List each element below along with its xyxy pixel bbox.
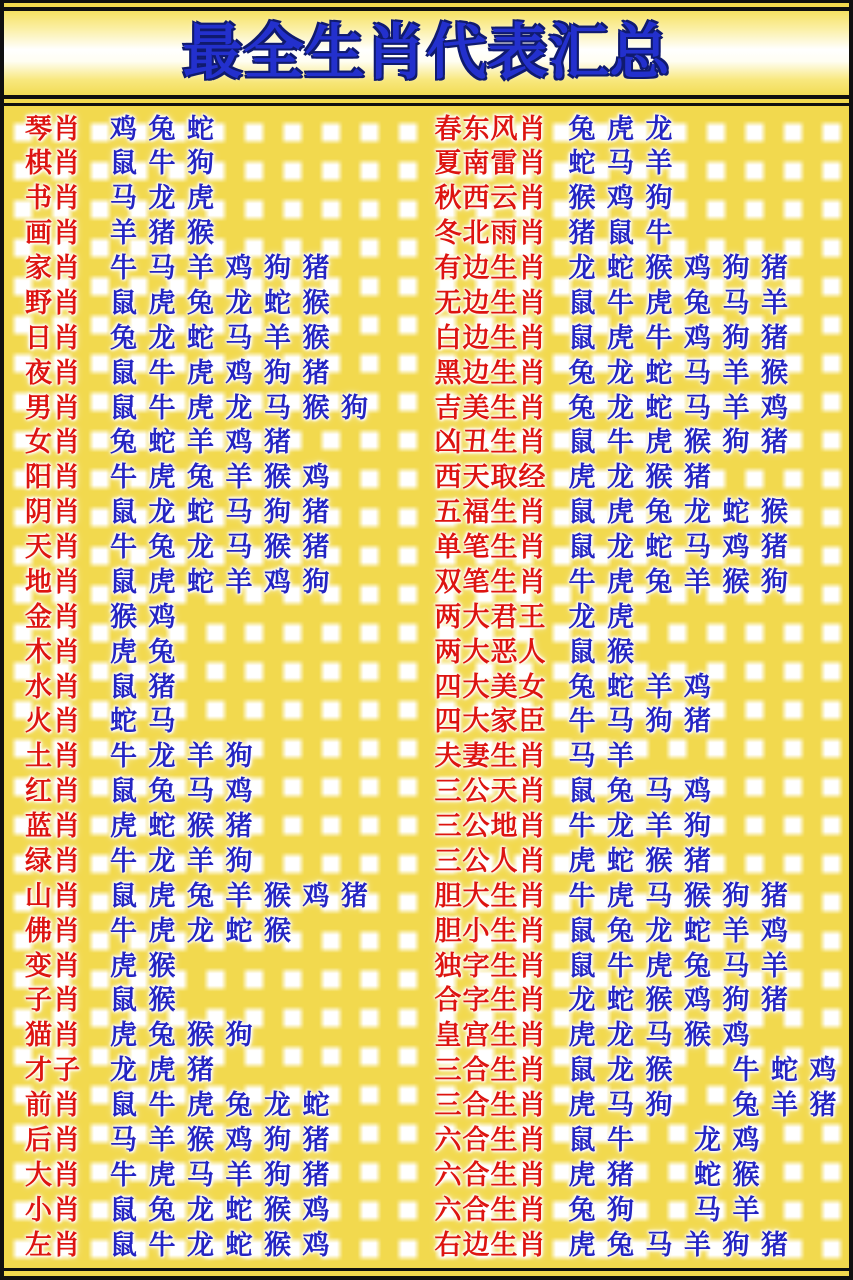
zodiac-row bbox=[435, 914, 850, 948]
zodiac-row bbox=[435, 147, 850, 181]
zodiac-values: 龙 虎 猪 bbox=[110, 1055, 217, 1086]
zodiac-values: 龙 虎 bbox=[568, 601, 637, 632]
zodiac-category-label: 木肖 bbox=[25, 636, 81, 667]
zodiac-values: 虎 兔 马 羊 狗 猪 bbox=[568, 1229, 791, 1260]
zodiac-values: 鼠 牛 龙 蛇 猴 鸡 bbox=[110, 1229, 332, 1260]
zodiac-row bbox=[25, 705, 427, 739]
zodiac-row bbox=[435, 1054, 850, 1088]
zodiac-row bbox=[435, 112, 850, 146]
zodiac-category-label: 书肖 bbox=[25, 183, 81, 214]
zodiac-category-label: 阴肖 bbox=[25, 497, 81, 528]
zodiac-category-label: 黑边生肖 bbox=[434, 357, 547, 388]
zodiac-row bbox=[435, 461, 850, 495]
title-banner bbox=[4, 7, 849, 99]
zodiac-category-label: 春东风肖 bbox=[434, 113, 547, 144]
zodiac-values: 鼠 猪 bbox=[110, 671, 178, 702]
zodiac-category-label: 吉美生肖 bbox=[434, 392, 547, 423]
content-area bbox=[4, 106, 849, 1268]
zodiac-row bbox=[25, 565, 427, 599]
zodiac-category-label: 白边生肖 bbox=[434, 322, 547, 353]
zodiac-row bbox=[25, 286, 427, 320]
zodiac-row bbox=[435, 600, 850, 634]
zodiac-category-label: 三合生肖 bbox=[434, 1090, 547, 1120]
zodiac-category-label: 独字生肖 bbox=[434, 950, 547, 981]
zodiac-category-label: 夏南雷肖 bbox=[434, 148, 547, 179]
zodiac-category-label: 土肖 bbox=[25, 741, 81, 772]
zodiac-category-label: 水肖 bbox=[25, 671, 81, 702]
zodiac-category-label: 天肖 bbox=[25, 532, 81, 562]
zodiac-row bbox=[25, 147, 427, 181]
zodiac-category-label: 皇宫生肖 bbox=[434, 1020, 547, 1051]
zodiac-row bbox=[435, 1158, 850, 1192]
zodiac-row bbox=[435, 496, 850, 530]
zodiac-category-label: 凶丑生肖 bbox=[434, 427, 547, 458]
zodiac-row bbox=[25, 914, 427, 948]
zodiac-values: 蛇 马 羊 bbox=[568, 148, 675, 179]
zodiac-row bbox=[435, 670, 850, 704]
column-right bbox=[427, 112, 850, 1262]
zodiac-row bbox=[25, 775, 427, 809]
zodiac-category-label: 五福生肖 bbox=[434, 497, 547, 528]
zodiac-category-label: 有边生肖 bbox=[434, 253, 547, 283]
zodiac-row bbox=[435, 879, 850, 913]
zodiac-values: 牛 兔 龙 马 猴 猪 bbox=[110, 532, 332, 562]
zodiac-category-label: 六合生肖 bbox=[434, 1124, 547, 1155]
zodiac-values: 鼠 牛 狗 bbox=[110, 148, 217, 179]
zodiac-values: 虎 马 狗 兔 羊 猪 bbox=[568, 1090, 839, 1120]
zodiac-row bbox=[25, 879, 427, 913]
zodiac-values: 牛 龙 羊 狗 bbox=[110, 845, 255, 876]
zodiac-category-label: 绿肖 bbox=[25, 845, 81, 876]
zodiac-values: 兔 龙 蛇 马 羊 猴 bbox=[110, 322, 332, 353]
zodiac-values: 鼠 虎 兔 龙 蛇 猴 bbox=[568, 497, 791, 528]
zodiac-category-label: 秋西云肖 bbox=[434, 183, 547, 214]
zodiac-category-label: 琴肖 bbox=[25, 113, 81, 144]
zodiac-category-label: 四大家臣 bbox=[434, 706, 547, 737]
zodiac-values: 虎 蛇 猴 猪 bbox=[568, 845, 714, 876]
zodiac-category-label: 小肖 bbox=[25, 1194, 81, 1225]
zodiac-values: 虎 兔 bbox=[110, 636, 178, 667]
zodiac-values: 鼠 兔 龙 蛇 猴 鸡 bbox=[110, 1194, 332, 1225]
zodiac-values: 虎 兔 猴 狗 bbox=[110, 1020, 255, 1051]
zodiac-category-label: 左肖 bbox=[25, 1229, 81, 1260]
zodiac-category-label: 地肖 bbox=[25, 566, 81, 597]
zodiac-row bbox=[25, 1019, 427, 1053]
zodiac-category-label: 三合生肖 bbox=[434, 1055, 547, 1086]
zodiac-values: 牛 马 羊 鸡 狗 猪 bbox=[110, 253, 332, 283]
zodiac-values: 鼠 龙 蛇 马 狗 猪 bbox=[110, 497, 332, 528]
zodiac-category-label: 子肖 bbox=[25, 985, 81, 1016]
zodiac-values: 牛 虎 马 羊 狗 猪 bbox=[110, 1159, 332, 1190]
zodiac-category-label: 冬北雨肖 bbox=[434, 218, 547, 249]
bottom-divider bbox=[4, 1268, 849, 1271]
zodiac-category-label: 三公地肖 bbox=[434, 811, 547, 841]
zodiac-values: 鼠 龙 猴 牛 蛇 鸡 bbox=[568, 1055, 839, 1086]
zodiac-row bbox=[25, 670, 427, 704]
zodiac-category-label: 男肖 bbox=[25, 392, 81, 423]
zodiac-row bbox=[435, 844, 850, 878]
zodiac-values: 虎 蛇 猴 猪 bbox=[110, 811, 255, 841]
zodiac-values: 鼠 虎 蛇 羊 鸡 狗 bbox=[110, 566, 332, 597]
zodiac-row bbox=[435, 740, 850, 774]
zodiac-category-label: 六合生肖 bbox=[434, 1194, 547, 1225]
zodiac-values: 马 羊 猴 鸡 狗 猪 bbox=[110, 1124, 332, 1155]
zodiac-values: 虎 猴 bbox=[110, 950, 178, 981]
zodiac-values: 牛 虎 龙 蛇 猴 bbox=[110, 915, 294, 946]
zodiac-values: 鼠 牛 虎 龙 马 猴 狗 bbox=[110, 392, 371, 423]
zodiac-values: 猴 鸡 狗 bbox=[568, 183, 675, 214]
zodiac-values: 牛 虎 马 猴 狗 猪 bbox=[568, 880, 791, 911]
zodiac-row bbox=[435, 984, 850, 1018]
zodiac-values: 鼠 牛 虎 猴 狗 猪 bbox=[568, 427, 791, 458]
zodiac-values: 鼠 牛 虎 兔 马 羊 bbox=[568, 287, 791, 318]
zodiac-values: 鼠 兔 马 鸡 bbox=[568, 776, 714, 807]
zodiac-category-label: 夜肖 bbox=[25, 357, 81, 388]
zodiac-values: 鼠 虎 兔 羊 猴 鸡 猪 bbox=[110, 880, 371, 911]
zodiac-row bbox=[435, 949, 850, 983]
zodiac-category-label: 两大恶人 bbox=[434, 636, 547, 667]
zodiac-row bbox=[435, 217, 850, 251]
zodiac-category-label: 右边生肖 bbox=[434, 1229, 547, 1260]
zodiac-values: 鼠 牛 虎 鸡 狗 猪 bbox=[110, 357, 332, 388]
zodiac-row bbox=[25, 1158, 427, 1192]
zodiac-values: 虎 龙 马 猴 鸡 bbox=[568, 1020, 752, 1051]
zodiac-row bbox=[435, 391, 850, 425]
zodiac-row bbox=[25, 461, 427, 495]
zodiac-values: 鼠 虎 兔 龙 蛇 猴 bbox=[110, 287, 332, 318]
zodiac-row bbox=[435, 286, 850, 320]
zodiac-values: 牛 虎 兔 羊 猴 狗 bbox=[568, 566, 791, 597]
zodiac-category-label: 合字生肖 bbox=[434, 985, 547, 1016]
zodiac-values: 兔 蛇 羊 鸡 bbox=[568, 671, 714, 702]
zodiac-row bbox=[25, 600, 427, 634]
zodiac-row bbox=[435, 426, 850, 460]
zodiac-values: 马 龙 虎 bbox=[110, 183, 217, 214]
zodiac-row bbox=[435, 252, 850, 286]
zodiac-row bbox=[25, 531, 427, 565]
zodiac-values: 蛇 马 bbox=[110, 706, 178, 737]
zodiac-row bbox=[435, 565, 850, 599]
zodiac-values: 鼠 虎 牛 鸡 狗 猪 bbox=[568, 322, 791, 353]
zodiac-values: 羊 猪 猴 bbox=[110, 218, 217, 249]
zodiac-row bbox=[435, 705, 850, 739]
zodiac-row bbox=[435, 1193, 850, 1227]
zodiac-values: 鼠 龙 蛇 马 鸡 猪 bbox=[568, 532, 791, 562]
page-title: 最全生肖代表汇总 bbox=[182, 18, 671, 88]
zodiac-category-label: 双笔生肖 bbox=[434, 566, 547, 597]
zodiac-values: 鼠 猴 bbox=[568, 636, 637, 667]
zodiac-values: 鼠 牛 虎 兔 龙 蛇 bbox=[110, 1090, 332, 1120]
zodiac-row bbox=[25, 635, 427, 669]
zodiac-values: 牛 虎 兔 羊 猴 鸡 bbox=[110, 462, 332, 493]
zodiac-row bbox=[25, 984, 427, 1018]
zodiac-values: 兔 狗 马 羊 bbox=[568, 1194, 762, 1225]
zodiac-row bbox=[435, 775, 850, 809]
zodiac-row bbox=[25, 112, 427, 146]
zodiac-row bbox=[25, 1123, 427, 1157]
zodiac-values: 猴 鸡 bbox=[110, 601, 178, 632]
zodiac-values: 鸡 兔 蛇 bbox=[110, 113, 217, 144]
zodiac-category-label: 日肖 bbox=[25, 322, 81, 353]
zodiac-category-label: 金肖 bbox=[25, 601, 81, 632]
zodiac-row bbox=[25, 740, 427, 774]
zodiac-row bbox=[25, 217, 427, 251]
zodiac-category-label: 才子 bbox=[25, 1055, 81, 1086]
zodiac-category-label: 后肖 bbox=[25, 1124, 81, 1155]
zodiac-category-label: 胆大生肖 bbox=[434, 880, 547, 911]
zodiac-category-label: 夫妻生肖 bbox=[434, 741, 547, 772]
zodiac-row bbox=[25, 844, 427, 878]
zodiac-values: 龙 蛇 猴 鸡 狗 猪 bbox=[568, 253, 791, 283]
zodiac-category-label: 蓝肖 bbox=[25, 811, 81, 841]
zodiac-category-label: 四大美女 bbox=[434, 671, 547, 702]
zodiac-values: 兔 虎 龙 bbox=[568, 113, 675, 144]
zodiac-values: 虎 龙 猴 猪 bbox=[568, 462, 714, 493]
zodiac-values: 鼠 兔 龙 蛇 羊 鸡 bbox=[568, 915, 791, 946]
zodiac-category-label: 山肖 bbox=[25, 880, 81, 911]
zodiac-category-label: 猫肖 bbox=[25, 1020, 81, 1051]
zodiac-row bbox=[25, 1054, 427, 1088]
zodiac-category-label: 前肖 bbox=[25, 1090, 81, 1120]
zodiac-row bbox=[25, 182, 427, 216]
zodiac-values: 兔 蛇 羊 鸡 猪 bbox=[110, 427, 294, 458]
zodiac-row bbox=[25, 426, 427, 460]
zodiac-row bbox=[25, 1089, 427, 1123]
zodiac-row bbox=[435, 1019, 850, 1053]
zodiac-values: 牛 龙 羊 狗 bbox=[568, 811, 714, 841]
zodiac-row bbox=[435, 356, 850, 390]
zodiac-values: 鼠 兔 马 鸡 bbox=[110, 776, 255, 807]
zodiac-row bbox=[25, 391, 427, 425]
zodiac-row bbox=[25, 949, 427, 983]
zodiac-category-label: 无边生肖 bbox=[434, 287, 547, 318]
zodiac-category-label: 野肖 bbox=[25, 287, 81, 318]
zodiac-row bbox=[435, 321, 850, 355]
zodiac-values: 龙 蛇 猴 鸡 狗 猪 bbox=[568, 985, 791, 1016]
zodiac-values: 猪 鼠 牛 bbox=[568, 218, 675, 249]
zodiac-category-label: 变肖 bbox=[25, 950, 81, 981]
zodiac-category-label: 三公人肖 bbox=[434, 845, 547, 876]
zodiac-row bbox=[25, 1193, 427, 1227]
zodiac-category-label: 火肖 bbox=[25, 706, 81, 737]
zodiac-category-label: 佛肖 bbox=[25, 915, 81, 946]
zodiac-category-label: 大肖 bbox=[25, 1159, 81, 1190]
column-left bbox=[4, 112, 427, 1262]
zodiac-row bbox=[435, 810, 850, 844]
zodiac-category-label: 女肖 bbox=[25, 427, 81, 458]
zodiac-category-label: 单笔生肖 bbox=[434, 532, 547, 562]
zodiac-row bbox=[25, 1228, 427, 1262]
zodiac-row bbox=[25, 356, 427, 390]
zodiac-category-label: 阳肖 bbox=[25, 462, 81, 493]
zodiac-values: 鼠 牛 龙 鸡 bbox=[568, 1124, 762, 1155]
zodiac-values: 马 羊 bbox=[568, 741, 637, 772]
zodiac-row bbox=[435, 1228, 850, 1262]
zodiac-row bbox=[435, 1089, 850, 1123]
zodiac-values: 鼠 牛 虎 兔 马 羊 bbox=[568, 950, 791, 981]
zodiac-category-label: 家肖 bbox=[25, 253, 81, 283]
zodiac-category-label: 西天取经 bbox=[434, 462, 547, 493]
zodiac-row bbox=[435, 531, 850, 565]
zodiac-values: 虎 猪 蛇 猴 bbox=[568, 1159, 762, 1190]
zodiac-row bbox=[25, 252, 427, 286]
zodiac-row bbox=[435, 1123, 850, 1157]
zodiac-category-label: 三公天肖 bbox=[434, 776, 547, 807]
zodiac-values: 牛 马 狗 猪 bbox=[568, 706, 714, 737]
zodiac-values: 兔 龙 蛇 马 羊 鸡 bbox=[568, 392, 791, 423]
zodiac-category-label: 六合生肖 bbox=[434, 1159, 547, 1190]
zodiac-category-label: 画肖 bbox=[25, 218, 81, 249]
zodiac-values: 鼠 猴 bbox=[110, 985, 178, 1016]
zodiac-row bbox=[435, 635, 850, 669]
zodiac-category-label: 红肖 bbox=[25, 776, 81, 807]
zodiac-row bbox=[25, 810, 427, 844]
zodiac-category-label: 棋肖 bbox=[25, 148, 81, 179]
zodiac-category-label: 两大君王 bbox=[434, 601, 547, 632]
zodiac-category-label: 胆小生肖 bbox=[434, 915, 547, 946]
zodiac-values: 牛 龙 羊 狗 bbox=[110, 741, 255, 772]
zodiac-row bbox=[435, 182, 850, 216]
zodiac-row bbox=[25, 496, 427, 530]
zodiac-values: 兔 龙 蛇 马 羊 猴 bbox=[568, 357, 791, 388]
zodiac-row bbox=[25, 321, 427, 355]
